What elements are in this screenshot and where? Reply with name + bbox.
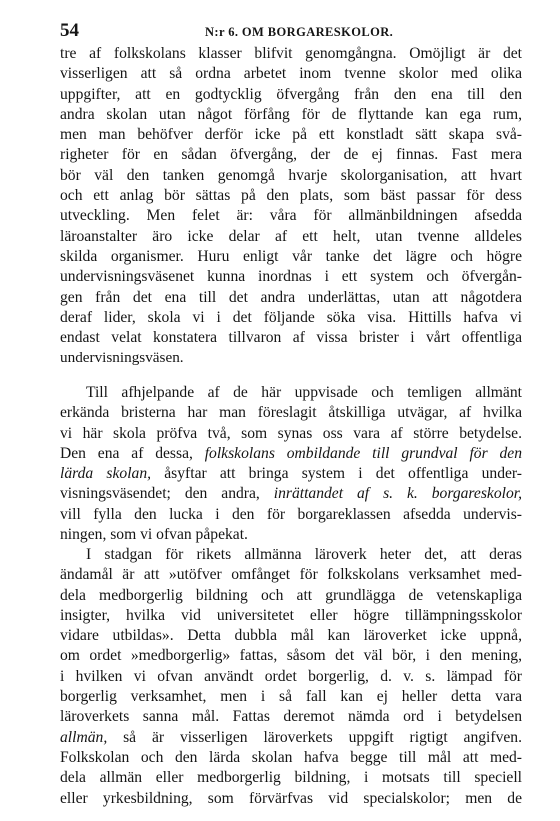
text-line: insigter, hvilka vid universitetet eller högre tillämpningsskolor bbox=[60, 606, 522, 624]
text-line: righeter för en sådan öfvergång, der de ej finnas. Fast mera bbox=[60, 146, 522, 164]
text-line: Folkskolan och den lärda skolan hafva begge till mål att med- bbox=[60, 748, 522, 766]
text-line: Den ena af dessa, folkskolans ombildande till grundval för den bbox=[60, 444, 522, 462]
text-line: gen från det ena till det andra underlättas, utan att någotdera bbox=[60, 288, 522, 306]
text-line: ningen, som vi ofvan påpekat. bbox=[60, 526, 248, 544]
text-line: i hvilken vi ofvan användt ordet borgerlig, d. v. s. lämpad för bbox=[60, 667, 522, 685]
text-line: I stadgan för rikets allmänna läroverk heter det, att deras bbox=[86, 546, 522, 563]
text-line: vidare utbildas». Detta dubbla mål kan läroverket icke uppnå, bbox=[60, 627, 522, 645]
text-line: deraf lider, skola vi i det följande söka visa. Hittills hafva vi bbox=[60, 308, 522, 326]
text-line: men man behöfver derför icke på ett konstladt sätt skapa svå- bbox=[60, 126, 522, 144]
text-line: vill fylla den lucka i den för borgareklassen afsedda undervis- bbox=[60, 505, 522, 523]
text-line: endast velat konstatera tillvaron af vissa brister i vårt offentliga bbox=[60, 329, 522, 347]
text-line: vi här skola pröfva två, som synas oss vara af större betydelse. bbox=[60, 424, 522, 442]
italic-term: inrättandet af s. k. borgareskolor, bbox=[273, 485, 522, 503]
text-line: om ordet »medborgerlig» fattas, såsom det väl bör, i den mening, bbox=[60, 647, 522, 665]
text-line: dela medborgerlig bildning och att grundlägga de vetenskapliga bbox=[60, 586, 522, 604]
page-number: 54 bbox=[60, 20, 79, 41]
text-line: lärda skolan, åsyftar att bringa system i det offentliga under- bbox=[60, 465, 522, 483]
text-line: undervisningsväsen. bbox=[60, 349, 184, 367]
text-line: och ett anlag bör sättas på den plats, som bäst passar för dess bbox=[60, 187, 522, 205]
text-line: undervisningsväsenet kunna inordnas i ett system och öfvergån- bbox=[60, 268, 522, 286]
text-line: utveckling. Men felet är: våra för allmänbildningen afsedda bbox=[60, 207, 522, 225]
text-line: allmän, så är visserligen läroverkets uppgift rigtigt angifven. bbox=[60, 728, 522, 746]
text-line: bör väl den tanken genomgå hvarje skolorganisation, att hvart bbox=[60, 166, 522, 184]
text-line: andra skolan utan något förfång för de flyttande kan ega rum, bbox=[60, 105, 522, 123]
text-line: uppgifter, att en godtycklig öfvergång från den ena till den bbox=[60, 85, 522, 103]
text-line: dela allmän eller medborgerlig bildning, i motsats till speciell bbox=[60, 769, 522, 787]
text-line: läroverkets sanna mål. Fattas deremot nämda ord i betydelsen bbox=[60, 708, 522, 726]
paragraph-1 bbox=[60, 44, 522, 389]
text-line: visserligen att så ordna arbetet inom tvenne skolor med olika bbox=[60, 65, 522, 83]
italic-term: lärda skolan, bbox=[60, 465, 152, 483]
text-line: borgerlig verksamhet, men i så fall kan ej heller detta vara bbox=[60, 688, 522, 706]
text-line: erkända bristerna har man föreslagit åtskilliga utvägar, af hvilka bbox=[60, 404, 522, 422]
text-line: tre af folkskolans klasser blifvit genomgångna. Omöjligt är det bbox=[60, 45, 522, 62]
paragraph-2 bbox=[60, 383, 522, 545]
italic-term: allmän, bbox=[60, 728, 108, 746]
paragraph-3 bbox=[60, 545, 522, 809]
page-header bbox=[60, 20, 520, 42]
italic-term: folkskolans ombildande till grundval för den bbox=[204, 444, 522, 462]
text-line: ändamål är att »utöfver omfånget för folkskolans verksamhet med- bbox=[60, 566, 522, 584]
text-line: Till afhjelpande af de här uppvisade och temligen allmänt bbox=[86, 384, 522, 401]
text-line: läroanstalter äro icke delar af ett helt, utan tvenne alldeles bbox=[60, 227, 522, 245]
text-line: skilda organismer. Huru enligt vår tanke det lägre och högre bbox=[60, 247, 522, 265]
text-line: eller yrkesbildning, som förvärfvas vid specialskolor; men de bbox=[60, 789, 522, 807]
running-title: N:r 6. OM BORGARESKOLOR. bbox=[205, 25, 394, 39]
text-line: visningsväsendet; den andra, inrättandet af s. k. borgareskolor, bbox=[60, 485, 522, 503]
